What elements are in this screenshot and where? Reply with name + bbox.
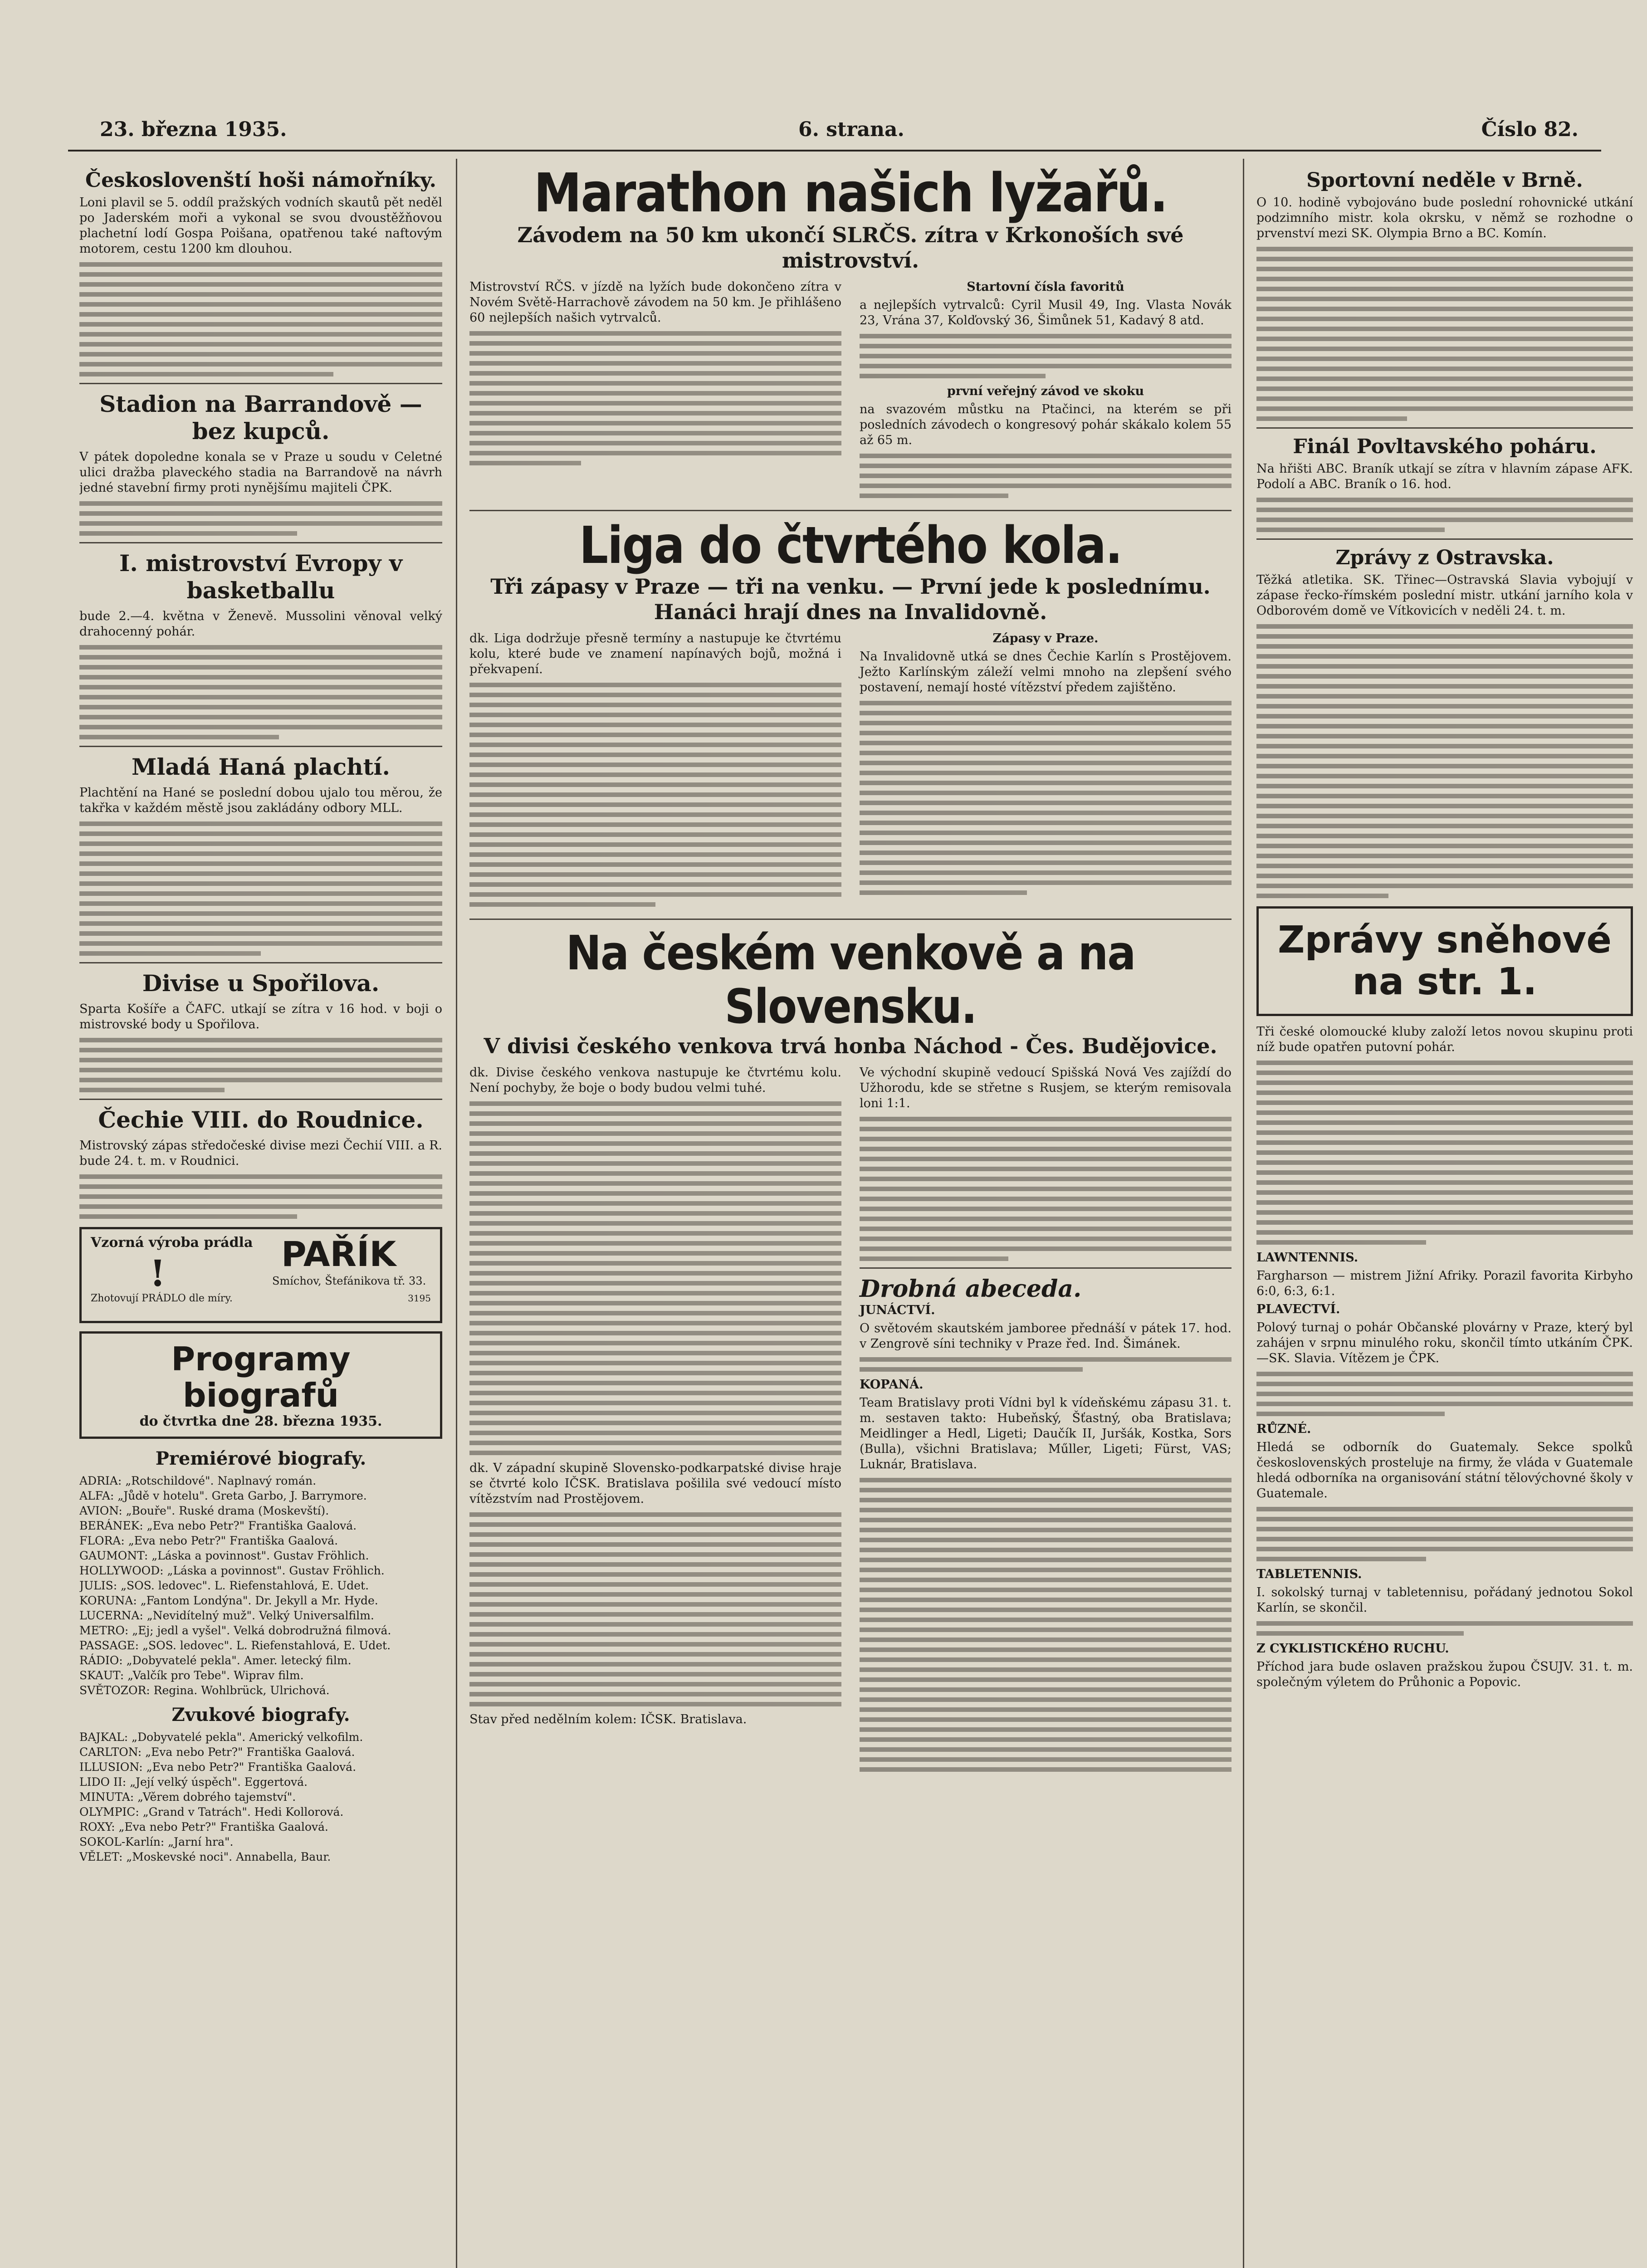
cinema-listing: MINUTA: „Věrem dobrého tajemství". [79,1790,296,1804]
article-text: O světovém skautském jamboree přednáší v pátek 17. hod. v Zengrově síni techniky v Praze řed. Ind. Šimánek. [860,1321,1232,1351]
article-text: dk. Liga dodržuje přesně termíny a nastupuje ke čtvrtému kolu, které bude ve znamení napínavých bojů, možná i překvapení. [469,631,841,676]
article-text: Sparta Košíře a ČAFC. utkají se zítra v 16 hod. v boji o mistrovské body u Spořilova. [79,1002,442,1031]
article-text-lines [79,645,442,739]
cinema-programs-subtitle: do čtvrtka dne 28. března 1935. [139,1413,382,1429]
article-title: Mladá Haná plachtí. [132,753,390,780]
article-text: dk. V západní skupině Slovensko-podkarpatské divise hraje se čtvrté kolo IČSK. Bratislava pošilila své vedoucí místo vítězstvím nad Prostějovem. [469,1461,841,1506]
article-title: Stadion na Barrandově — bez kupců. [99,391,422,445]
header-issue-number: Číslo 82. [1481,118,1579,141]
left-column [79,163,442,2268]
cinema-listing: OLYMPIC: „Grand v Tatrách". Hedi Kollorová. [79,1805,344,1818]
section-subhead: JUNÁCTVÍ. [860,1303,935,1317]
advertisement-parik [79,1227,442,1323]
divider [1256,427,1633,429]
article-title: I. mistrovství Evropy v basketballu [119,550,403,604]
article-text: O 10. hodině vybojováno bude poslední rohovnické utkání podzimního mistr. kola okrsku, v němž se rozhodne o prvenství mezi SK. Olympia Brno a BC. Komín. [1256,196,1633,240]
ad-address: Smíchov, Štefánikova tř. 33. [272,1275,426,1287]
divider [469,919,1232,920]
article-text: Mistrovství RČS. v jízdě na lyžích bude dokončeno zítra v Novém Světě-Harrachově závodem na 50 km. Je přihlášeno 60 nejlepších našich vytrvalců. [469,280,841,325]
article-title: Sportovní neděle v Brně. [1306,169,1583,192]
ad-code: 3195 [408,1293,431,1304]
cinema-listing: ROXY: „Eva nebo Petr?" Františka Gaalová. [79,1820,328,1833]
article-text-lines [79,501,442,536]
cinema-programs-title: Programy biografů [171,1340,351,1414]
cinema-listing: ALFA: „Jůdě v hotelu". Greta Garbo, J. Barrymore. [79,1489,367,1502]
article-subhead: první veřejný závod ve skoku [947,384,1144,398]
article-text: Fargharson — mistrem Jižní Afriky. Porazil favorita Kirbyho 6:0, 6:3, 6:1. [1256,1269,1633,1298]
cinema-listing: KORUNA: „Fantom Londýna". Dr. Jekyll a Mr. Hyde. [79,1594,378,1607]
ad-bottom-line: Zhotovují PRÁDLO dle míry. [91,1293,233,1304]
header-date: 23. března 1935. [100,118,287,141]
center-column [469,163,1232,2268]
article-subhead: Zápasy v Praze. [992,631,1099,645]
sound-cinemas-list [79,1730,442,1864]
cinema-listing: LUCERNA: „Nevidítelný muž". Velký Universalfilm. [79,1609,374,1622]
cinema-listing: ADRIA: „Rotschildové". Naplnavý román. [79,1474,317,1487]
article-text: Plachtění na Hané se poslední dobou ujalo tou měrou, že takřka v každém městě jsou zakládány odbory MLL. [79,786,442,815]
divider [79,746,442,747]
ad-tagline: Vzorná výroba prádla [91,1235,253,1251]
article-text: Team Bratislavy proti Vídni byl k vídeňskému zápasu 31. t. m. sestaven takto: Hubeňský, Šťastný, oba Bratislava; Meidlinger a Hedl, Ligeti; Daučík II, Juršák, Kostka, Sors (Bulla), všichni Bratislava; Műller, Ligeti; Fürst, VAS; Luknár, Bratislava. [860,1396,1232,1471]
article-text-lines [79,1038,442,1092]
cinema-listing: METRO: „Ej; jedl a vyšel". Velká dobrodružná filmová. [79,1624,391,1637]
article-title: Finál Povltavského poháru. [1293,435,1597,458]
headline-marathon: Marathon našich lyžařů. [533,163,1168,224]
divider [469,510,1232,511]
page-header [73,118,1597,150]
cinema-listing: BAJKAL: „Dobyvatelé pekla". Americký velkofilm. [79,1730,363,1744]
cinema-listing: PASSAGE: „SOS. ledovec". L. Riefenstahlová, E. Udet. [79,1639,391,1652]
article-text: V pátek dopoledne konala se v Praze u soudu v Celetné ulici dražba plaveckého stadia na Barrandově na návrh jedné stavební firmy proti nynějšímu majiteli ČPK. [79,450,442,495]
liga-article [469,631,1232,912]
article-text-lines [79,1174,442,1219]
section-subhead: TABLETENNIS. [1256,1567,1362,1581]
column-divider-left [456,159,457,2268]
subheadline-marathon: Závodem na 50 km ukončí SLRČS. zítra v Krkonoších své mistrovství. [517,223,1184,273]
sound-cinemas-title: Zvukové biografy. [171,1704,350,1725]
article-title: Divise u Spořilova. [142,970,380,997]
cinema-programs-box [79,1331,442,1439]
divider [79,383,442,384]
cinema-listing: RÁDIO: „Dobyvatelé pekla". Amer. letecký film. [79,1654,352,1667]
article-text: a nejlepších vytrvalců: Cyril Musil 49, Ing. Vlasta Novák 23, Vrána 37, Kolďovský 36, Šimůnek 51, Kadavý 8 atd. [860,298,1232,327]
cinema-listing: HOLLYWOOD: „Láska a povinnost". Gustav Fröhlich. [79,1564,385,1577]
divider [1256,538,1633,540]
headline-venkov: Na českém venkově a na Slovensku. [566,925,1135,1034]
article-title: Českoslovenští hoši námořníky. [85,169,436,192]
cinema-listing: BERÁNEK: „Eva nebo Petr?" Františka Gaalová. [79,1519,357,1532]
cinema-listing: ILLUSION: „Eva nebo Petr?" Františka Gaalová. [79,1760,357,1774]
cinema-listing: SVĚTOZOR: Regina. Wohlbrück, Ulrichová. [79,1684,330,1697]
cinema-listing: JULIS: „SOS. ledovec". L. Riefenstahlová, E. Udet. [79,1579,369,1592]
article-text: Stav před nedělním kolem: IČSK. Bratislava. [469,1712,747,1726]
header-rule [68,150,1601,152]
column-divider-right [1243,159,1244,2268]
subheadline-liga: Tři zápasy v Praze — tři na venku. — První jede k poslednímu. Hanáci hrají dnes na Invalidovně. [490,574,1211,624]
cinema-listing: CARLTON: „Eva nebo Petr?" Františka Gaalová. [79,1745,355,1759]
section-subhead: PLAVECTVÍ. [1256,1302,1340,1316]
article-title: Čechie VIII. do Roudnice. [98,1106,424,1133]
cinema-listing: FLORA: „Eva nebo Petr?" Františka Gaalová. [79,1534,338,1547]
divider [79,1099,442,1100]
headline-liga: Liga do čtvrtého kola. [579,516,1122,575]
article-text: na svazovém můstku na Ptačinci, na kterém se při posledních závodech o kongresový pohár skákalo kolem 55 až 65 m. [860,402,1232,447]
divider [79,962,442,963]
subheadline-venkov: V divisi českého venkova trvá honba Náchod - Čes. Budějovice. [484,1034,1217,1058]
ad-brand-name: PAŘÍK [281,1234,396,1274]
article-text: Na hřišti ABC. Braník utkají se zítra v hlavním zápase AFK. Podolí a ABC. Braník o 16. hod. [1256,462,1633,491]
divider [79,542,442,543]
article-text: bude 2.—4. května v Ženevě. Mussolini věnoval velký drahocenný pohár. [79,609,442,639]
premiere-cinemas-title: Premiérové biografy. [155,1448,367,1469]
article-text: I. sokolský turnaj v tabletennisu, pořádaný jednotou Sokol Karlín, se skončil. [1256,1585,1633,1615]
article-subhead: Startovní čísla favoritů [967,280,1124,294]
ad-exclamation-mark: ! [150,1252,166,1295]
article-text: Těžká atletika. SK. Třinec—Ostravská Slavia vybojují v zápase řecko-římském poslední mistr. utkání jarního kola v Odborovém domě ve Vítkovicích v neděli 24. t. m. [1256,573,1633,618]
header-page-number: 6. strana. [798,118,904,141]
right-column [1256,163,1633,2268]
section-subhead: RŮZNÉ. [1256,1422,1311,1436]
article-text-lines [79,821,442,956]
article-text: Loni plavil se 5. oddíl pražských vodních skautů pět neděl po Jaderském moři a vykonal se svou dvoustěžňovou plachetní lodí Gospa Poišana, opatřenou také naftovým motorem, cestu 1200 km dlouhou. [79,196,442,256]
cinema-listing: SKAUT: „Valčík pro Tebe". Wiprav film. [79,1669,304,1682]
article-text: Příchod jara bude oslaven pražskou župou ČSUJV. 31. t. m. společným výletem do Průhonic a Popovic. [1256,1660,1633,1689]
article-text: Hledá se odborník do Guatemaly. Sekce spolků československých prosteluje na firmy, že vláda v Guatemale hledá odborníka na organisování státní tělovýchovné školy v Guatemale. [1256,1440,1633,1501]
article-text-lines [79,262,442,376]
divider [860,1267,1232,1269]
premiere-cinemas-list [79,1473,442,1698]
cinema-listing: LIDO II: „Její velký úspěch". Eggertová. [79,1775,308,1789]
snow-news-box [1256,906,1633,1016]
cinema-listing: AVION: „Bouře". Ruské drama (Moskevští). [79,1504,329,1517]
article-text: Ve východní skupině vedoucí Spišská Nová Ves zajíždí do Užhorodu, kde se střetne s Rusjem, se kterým remisovala loni 1:1. [860,1066,1232,1110]
cinema-listing: VĚLET: „Moskevské noci". Annabella, Baur. [79,1850,331,1863]
article-text: Na Invalidovně utká se dnes Čechie Karlín s Prostějovem. Ježto Karlínským záleží velmi mnoho na zlepšení svého postavení, nemají hosté vítězství předem zajištěno. [860,650,1232,694]
article-text: Tři české olomoucké kluby založí letos novou skupinu proti níž bude opatřen putovní pohár. [1256,1025,1633,1054]
section-subhead: KOPANÁ. [860,1378,924,1392]
section-title-drobna-abeceda: Drobná abeceda. [860,1275,1082,1303]
cinema-listing: SOKOL-Karlín: „Jarní hra". [79,1835,234,1848]
section-subhead: Z CYKLISTICKÉHO RUCHU. [1256,1642,1449,1656]
article-text: Mistrovský zápas středočeské divise mezi Čechií VIII. a R. bude 24. t. m. v Roudnici. [79,1139,442,1168]
article-title: Zprávy z Ostravska. [1335,546,1554,569]
marathon-article [469,279,1232,503]
venkov-article [469,1065,1232,1777]
section-subhead: LAWNTENNIS. [1256,1251,1359,1265]
article-text: dk. Divise českého venkova nastupuje ke čtvrtému kolu. Není pochyby, že boje o body budou velmi tuhé. [469,1066,841,1095]
article-text: Polový turnaj o pohár Občanské plovárny v Praze, který byl zahájen v srpnu minulého roku, skončil tímto utkáním ČPK.—SK. Slavia. Vítězem je ČPK. [1256,1320,1633,1365]
snow-news-title: Zprávy sněhové na str. 1. [1278,919,1612,1003]
cinema-listing: GAUMONT: „Láska a povinnost". Gustav Fröhlich. [79,1549,369,1562]
